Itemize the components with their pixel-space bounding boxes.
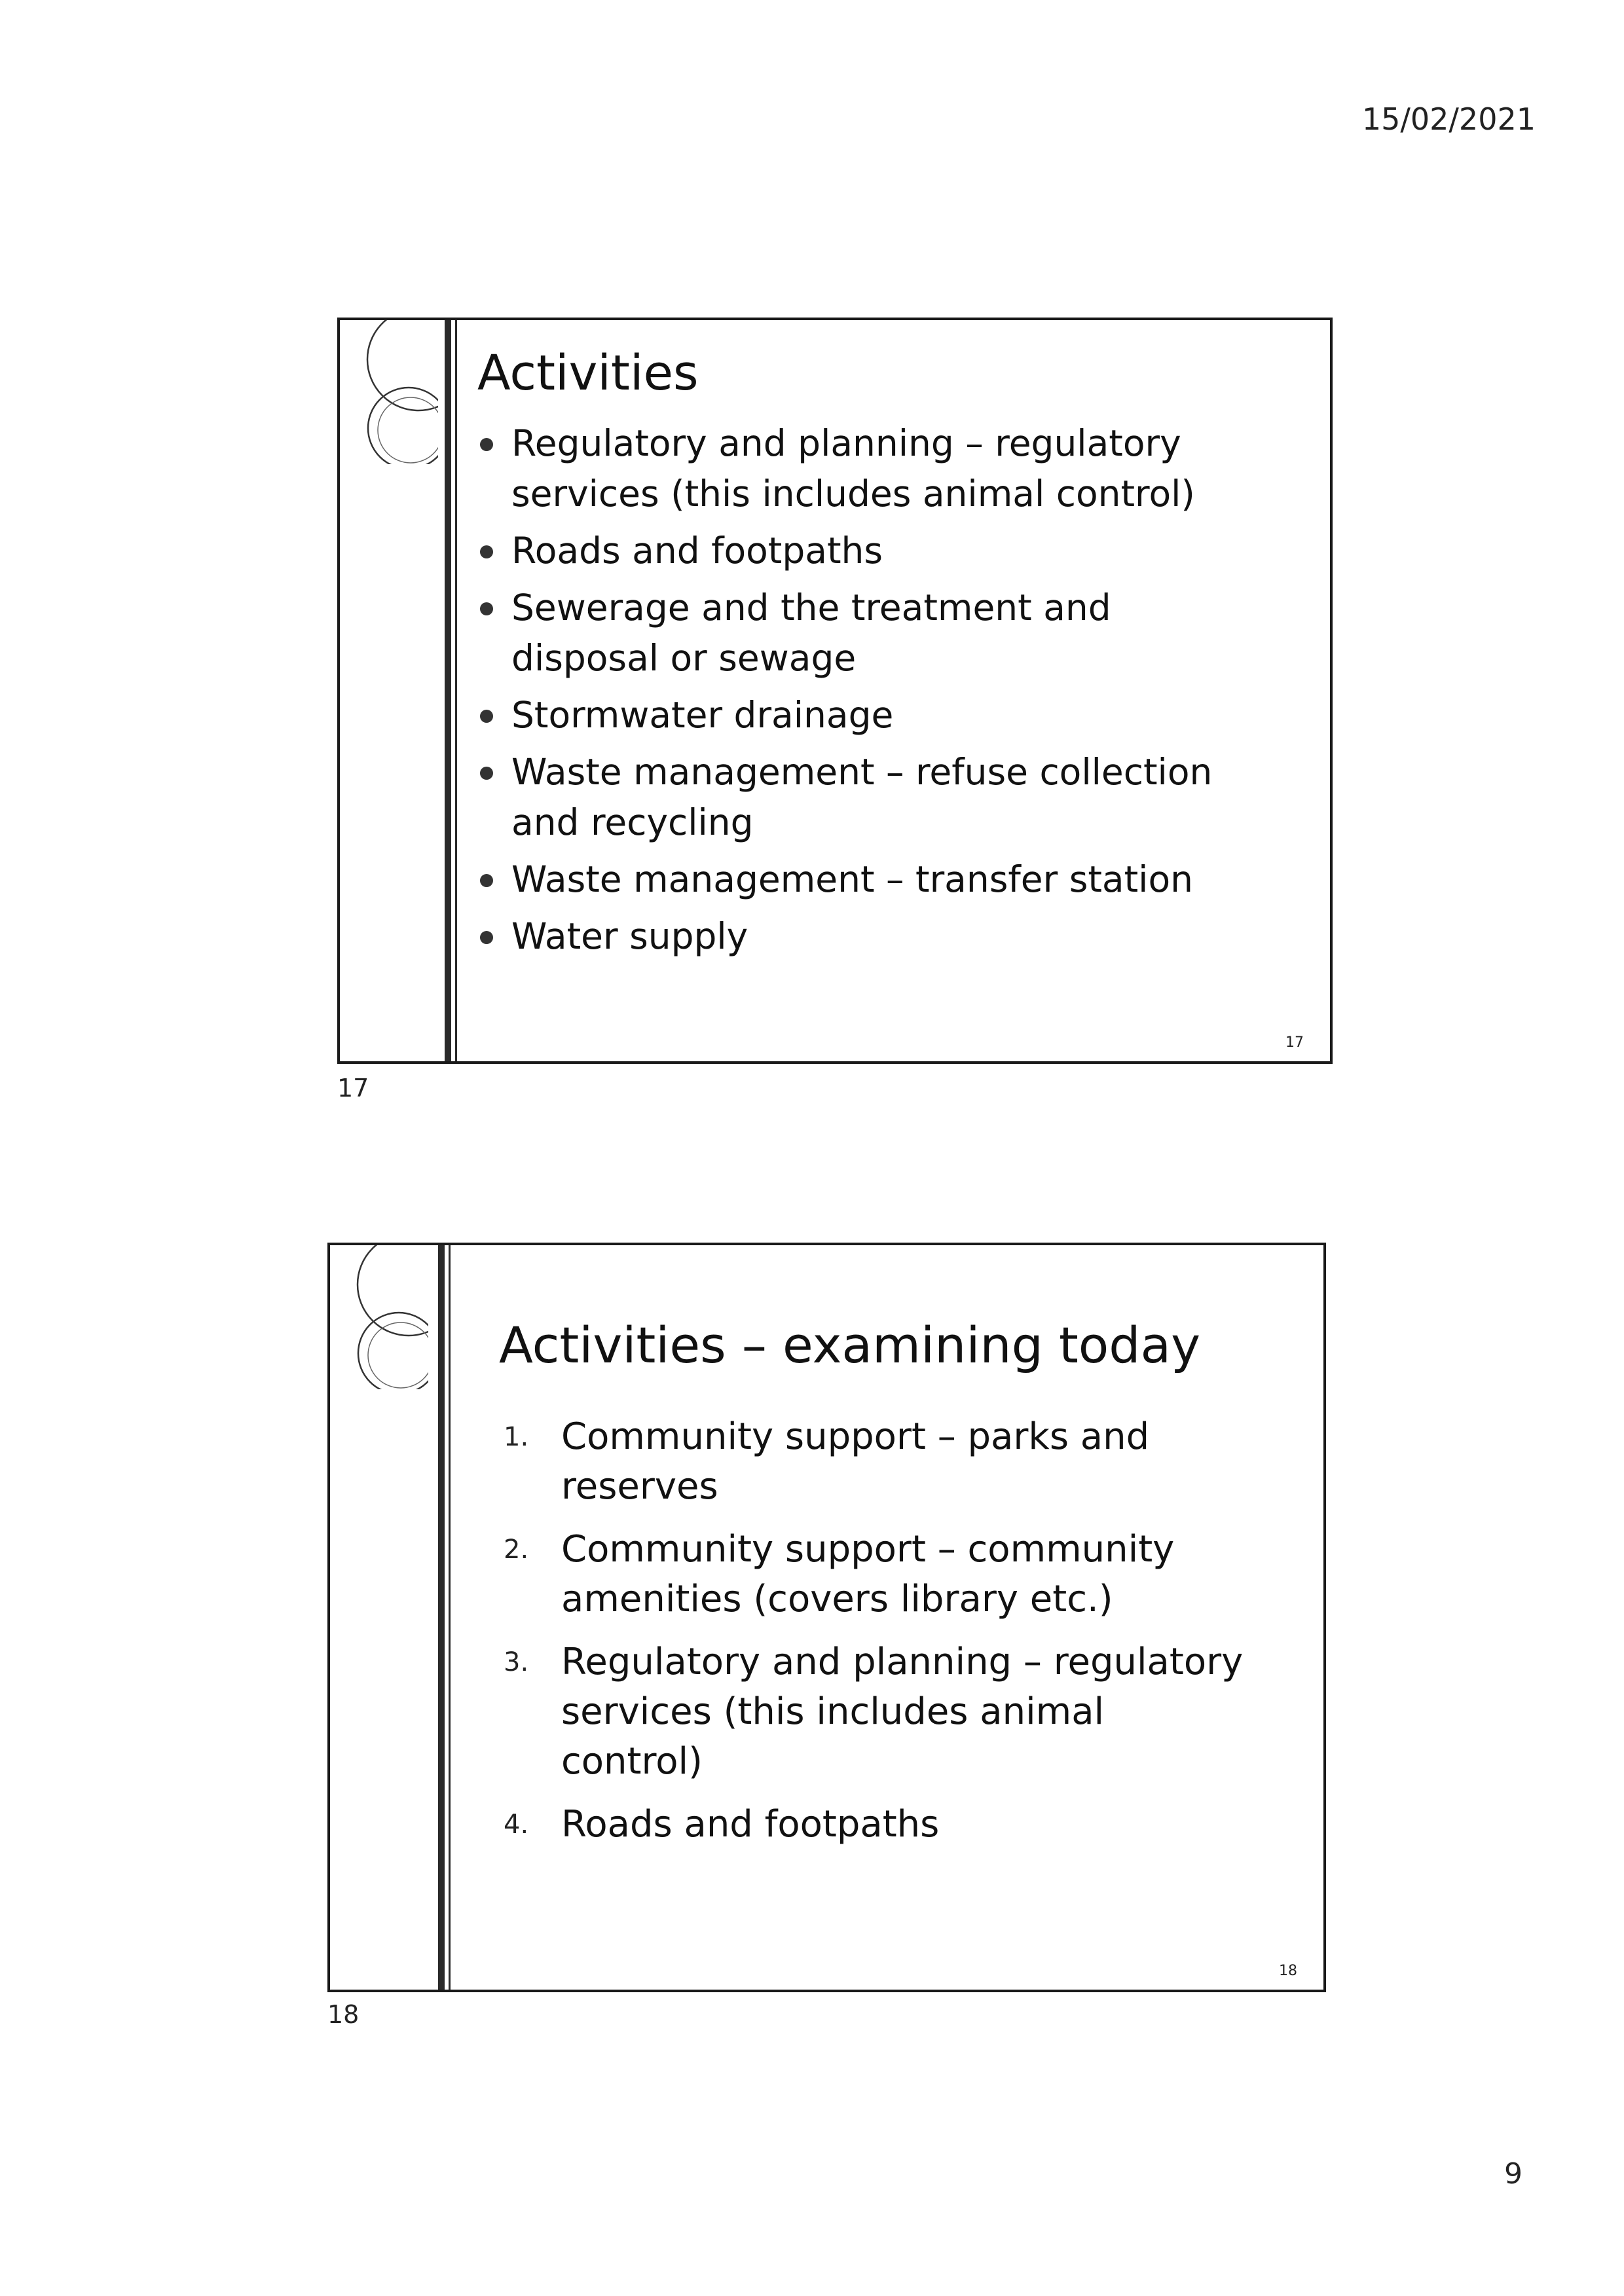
slide-divider-line bbox=[449, 1245, 451, 1990]
slide-number: 17 bbox=[1285, 1034, 1304, 1051]
bullet-icon bbox=[480, 438, 493, 451]
page-number: 9 bbox=[1504, 2157, 1522, 2191]
list-item bbox=[477, 911, 1263, 962]
list-item bbox=[477, 747, 1263, 848]
list-number: 4. bbox=[504, 1810, 529, 1840]
list-item-text: Water supply bbox=[511, 915, 748, 957]
slide-title: Activities – examining today bbox=[499, 1316, 1201, 1374]
list-item bbox=[477, 526, 1263, 576]
bullet-icon bbox=[480, 874, 493, 887]
list-item-text: Sewerage and the treatment and disposal or sewage bbox=[511, 587, 1111, 679]
list-item-text: Regulatory and planning – regulatory services (this includes animal control) bbox=[561, 1641, 1244, 1783]
bullet-list bbox=[477, 418, 1263, 968]
page-date: 15/02/2021 bbox=[1361, 101, 1536, 137]
slide-17 bbox=[337, 318, 1333, 1064]
bullet-icon bbox=[480, 602, 493, 615]
list-item bbox=[504, 1800, 1257, 1850]
list-item-text: Waste management – transfer station bbox=[511, 858, 1193, 900]
slide-divider-bar bbox=[438, 1245, 445, 1990]
bullet-icon bbox=[480, 931, 493, 944]
list-item bbox=[504, 1525, 1257, 1624]
list-number: 1. bbox=[504, 1422, 529, 1452]
decorative-circles-icon bbox=[330, 1245, 428, 1389]
list-item bbox=[504, 1412, 1257, 1512]
bullet-icon bbox=[480, 767, 493, 780]
slide-title: Activities bbox=[477, 345, 699, 401]
slide-divider-line bbox=[455, 320, 457, 1061]
list-item bbox=[477, 418, 1263, 519]
list-item bbox=[477, 690, 1263, 740]
list-number: 3. bbox=[504, 1647, 529, 1677]
slide-number: 18 bbox=[1279, 1963, 1297, 1979]
list-item bbox=[477, 583, 1263, 683]
list-number: 2. bbox=[504, 1535, 529, 1565]
slide-divider-bar bbox=[445, 320, 451, 1061]
slide-caption: 18 bbox=[327, 2000, 360, 2029]
slide-caption: 17 bbox=[337, 1074, 369, 1102]
slide-18 bbox=[327, 1243, 1326, 1992]
list-item-text: Roads and footpaths bbox=[511, 530, 883, 572]
list-item-text: Regulatory and planning – regulatory services (this includes animal control) bbox=[511, 422, 1195, 515]
list-item-text: Community support – community amenities (covers library etc.) bbox=[561, 1528, 1175, 1620]
bullet-icon bbox=[480, 710, 493, 723]
list-item bbox=[477, 854, 1263, 905]
list-item-text: Stormwater drainage bbox=[511, 694, 894, 736]
bullet-icon bbox=[480, 545, 493, 558]
list-item-text: Waste management – refuse collection and recycling bbox=[511, 751, 1213, 843]
list-item bbox=[504, 1637, 1257, 1787]
numbered-list bbox=[504, 1412, 1257, 1863]
list-item-text: Roads and footpaths bbox=[561, 1803, 940, 1846]
list-item-text: Community support – parks and reserves bbox=[561, 1415, 1150, 1508]
decorative-circles-icon bbox=[340, 320, 438, 464]
